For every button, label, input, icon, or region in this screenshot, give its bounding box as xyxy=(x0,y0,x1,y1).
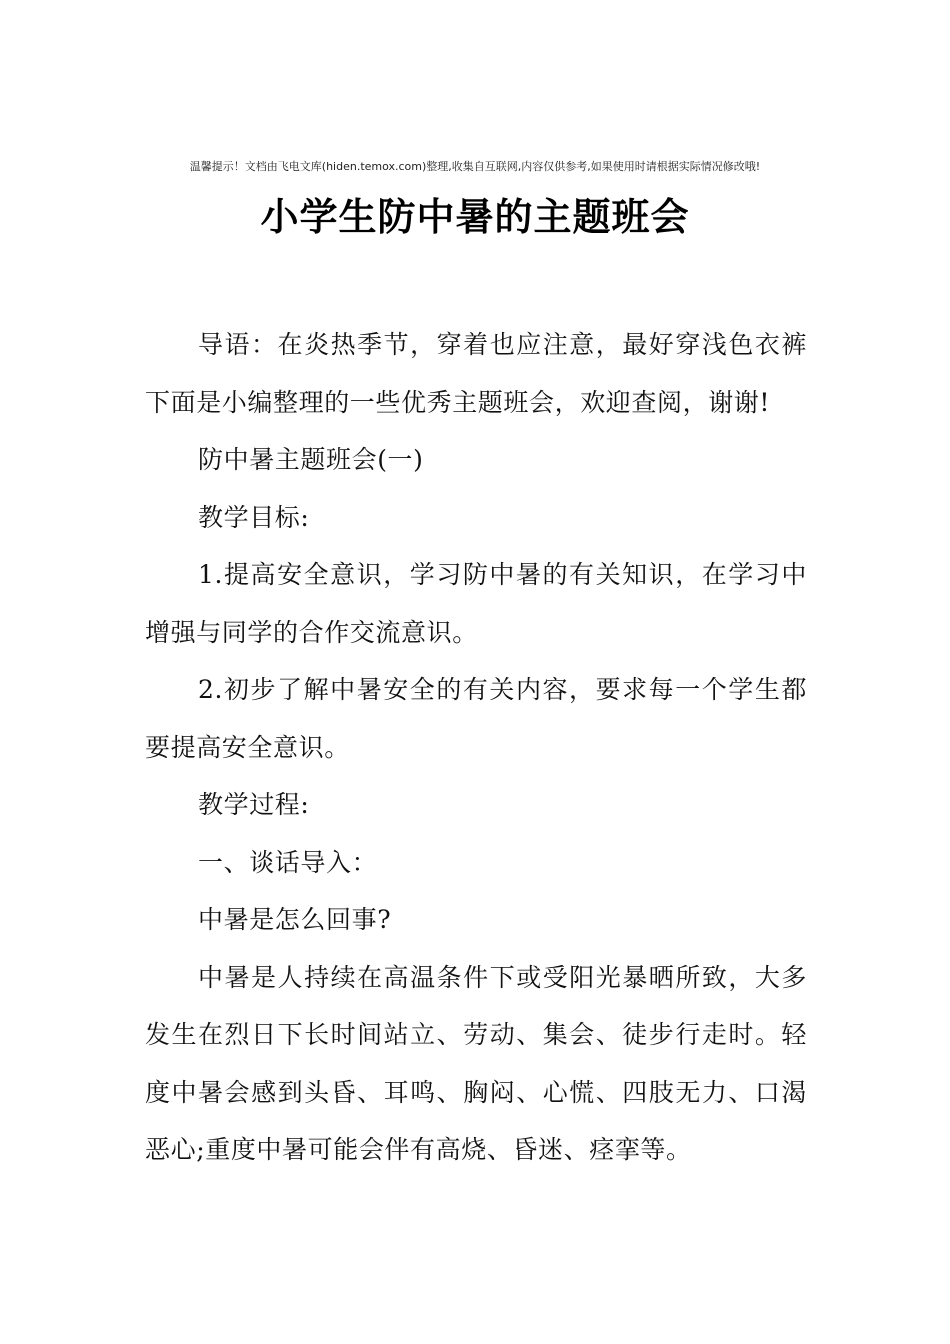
source-notice: 温馨提示！文档由飞电文库(hiden.temox.com)整理,收集自互联网,内容仅供参考,如果使用时请根据实际情况修改哦! xyxy=(189,160,761,173)
section-heading: 防中暑主题班会(一) xyxy=(198,445,424,474)
intro-paragraph: 导语：在炎热季节，穿着也应注意，最好穿浅色衣裤下面是小编整理的一些优秀主题班会，欢迎查阅，谢谢! xyxy=(145,330,807,417)
document-body xyxy=(145,316,807,1179)
objective-item: 2.初步了解中暑安全的有关内容，要求每一个学生都要提高安全意识。 xyxy=(145,675,807,762)
page-title: 小学生防中暑的主题班会 xyxy=(260,194,690,239)
objective-item: 1.提高安全意识，学习防中暑的有关知识，在学习中增强与同学的合作交流意识。 xyxy=(145,560,807,647)
body-paragraph: 中暑是人持续在高温条件下或受阳光暴晒所致，大多发生在烈日下长时间站立、劳动、集会、徒步行走时。轻度中暑会感到头昏、耳鸣、胸闷、心慌、四肢无力、口渴恶心;重度中暑可能会伴有高烧、昏迷、痉挛等。 xyxy=(145,962,807,1164)
question-paragraph: 中暑是怎么回事? xyxy=(198,905,392,934)
process-heading: 教学过程: xyxy=(198,790,310,819)
step-heading: 一、谈话导入： xyxy=(198,847,378,877)
objectives-heading: 教学目标: xyxy=(198,502,310,532)
